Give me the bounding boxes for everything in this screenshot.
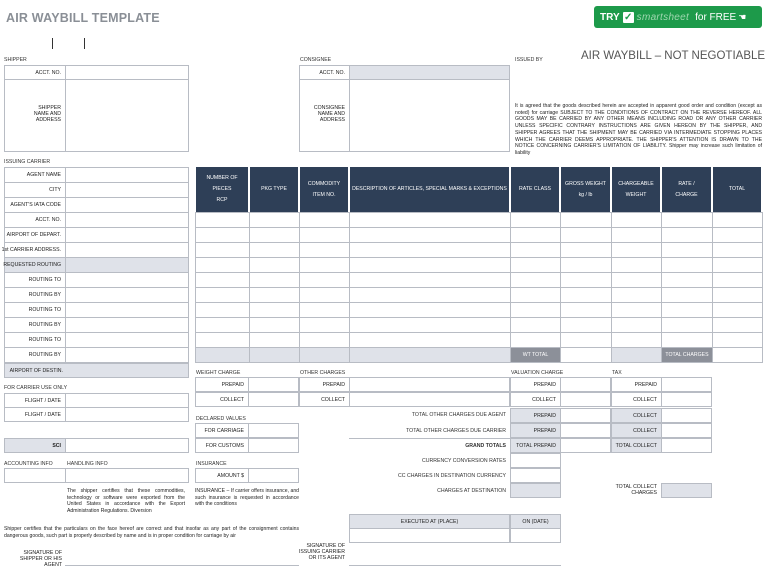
other-charges-label: OTHER CHARGES [300,370,346,376]
try-smartsheet-button[interactable] [594,6,762,28]
issuing-carrier-label-cell [4,287,66,303]
issuing-carrier-row-label: ROUTING TO [28,307,61,313]
shipper-acct-input[interactable] [65,65,189,80]
goods-table-cell[interactable] [611,227,662,243]
issuing-carrier-row-label: AGENT'S IATA CODE [10,202,61,208]
charges-dest-label: CHARGES AT DESTINATION [437,488,506,494]
goods-table-cell[interactable] [611,257,662,273]
goods-table-total-cell[interactable] [712,347,763,363]
goods-table-cell[interactable] [299,272,350,288]
goods-table-cell[interactable] [195,317,250,333]
goods-table-header-line: TOTAL [728,186,746,193]
goods-table-header [349,167,510,212]
goods-table-header [195,167,249,212]
cursor-mark [52,38,53,49]
total-charges-label: TOTAL CHARGES [665,352,709,358]
shipper-certification-text: Shipper certifies that the particulars on the face hereof are correct and that insofar as any part of the consignment contains dangerous goods, such part is properly described by name and is in proper condition for carriage by air [4,526,299,539]
consignee-acct-label-cell [299,65,350,80]
goods-table-cell[interactable] [712,302,763,318]
goods-table-total-cell[interactable] [560,347,612,363]
goods-table-header-line: GROSS WEIGHT [565,180,606,187]
carrier-signature-label-2: ISSUING CARRIER [298,549,345,556]
issuing-carrier-label-cell [1,242,66,258]
valuation-charge-label: VALUATION CHARGE [511,370,564,376]
carrier-signature-label-3: OR ITS AGENT [308,555,345,562]
goods-table-header [611,167,661,212]
consignee-acct-input[interactable] [349,65,510,80]
issuing-carrier-label-cell [4,272,66,288]
shipper-signature-label-2: SHIPPER OR HIS AGENT [19,556,62,569]
goods-table-cell[interactable] [349,302,511,318]
due-carrier-label: TOTAL OTHER CHARGES DUE CARRIER [406,428,506,434]
total-collect-charges-label-2: CHARGES [631,490,657,497]
due-agent-prepaid-label: PREPAID [533,412,556,419]
shipper-name-label-2: NAME AND [33,111,61,118]
goods-table-cell[interactable] [712,317,763,333]
goods-table-cell[interactable] [249,332,300,348]
goods-table-cell[interactable] [299,212,350,228]
goods-table-cell[interactable] [249,227,300,243]
goods-table-header-line: RATE / [678,180,695,187]
shipper-name-label-cell [4,79,66,152]
issuing-carrier-row-input[interactable] [65,317,189,333]
valuation-collect-label: COLLECT [532,396,556,403]
goods-table-header [510,167,560,212]
tax-collect-label: COLLECT [633,396,657,403]
goods-table-cell[interactable] [349,272,511,288]
goods-table-header-line: CHARGEABLE [618,180,654,187]
shipper-acct-label: ACCT. NO. [35,69,61,76]
airport-dest-label: AIRPORT OF DESTIN. [9,367,63,374]
due-agent-collect-input[interactable] [661,408,712,423]
goods-table-header-line: RCP [216,196,228,203]
goods-table-cell[interactable] [249,272,300,288]
goods-table-cell[interactable] [195,302,250,318]
goods-table-cell[interactable] [661,317,713,333]
cta-try-label: TRY [600,11,620,23]
goods-table-cell[interactable] [560,287,612,303]
goods-table-cell[interactable] [712,287,763,303]
valuation-prepaid-label: PREPAID [533,381,556,388]
goods-table-header [249,167,299,212]
goods-table-cell[interactable] [195,272,250,288]
total-prepaid-input[interactable] [560,438,611,453]
goods-table-cell[interactable] [712,257,763,273]
consignee-name-label-3: ADDRESS [319,117,345,124]
tax-prepaid-input[interactable] [661,377,712,392]
shipper-name-label-1: SHIPPER [38,105,61,111]
goods-table-cell[interactable] [299,332,350,348]
cc-charges-input[interactable] [510,468,561,483]
issuing-carrier-label-cell [4,167,66,183]
goods-table-cell[interactable] [661,287,713,303]
issuing-carrier-row-label: ACCT. NO. [35,217,61,223]
goods-table-cell[interactable] [611,212,662,228]
issuing-carrier-row-label: AGENT NAME [26,172,61,178]
goods-table-cell[interactable] [661,212,713,228]
goods-table-cell[interactable] [299,302,350,318]
goods-table-cell[interactable] [510,212,561,228]
goods-table-cell[interactable] [712,332,763,348]
goods-table-cell[interactable] [661,302,713,318]
cta-brand-label: smartsheet [636,11,690,23]
flight-date-1-label-cell [4,393,66,408]
issuing-carrier-row-label: ROUTING BY [28,292,61,298]
carrier-signature-line[interactable] [349,565,561,566]
issuing-carrier-row-input[interactable] [65,287,189,303]
for-customs-label: FOR CUSTOMS [205,442,244,449]
other-charges-prepaid-label: PREPAID [322,381,345,388]
other-charges-collect-label: COLLECT [321,396,345,403]
accounting-info-input[interactable] [4,468,66,483]
issuing-carrier-row-label: ROUTING BY [28,322,61,328]
insurance-amount-input[interactable] [248,468,299,483]
goods-table-cell[interactable] [349,332,511,348]
goods-table-cell[interactable] [560,242,612,258]
goods-table-header-line: NUMBER OF [206,175,238,182]
goods-table-header-line: ITEM NO. [312,191,336,198]
export-certification-text: The shipper certifies that these commodities, technology or software were exported from the United States in accordance with the Export Administration Regulations. Diversion [67,488,185,515]
goods-table-cell[interactable] [249,287,300,303]
issuing-carrier-row-label: ROUTING BY [28,352,61,358]
issuing-carrier-row-input[interactable] [65,302,189,318]
issuing-carrier-row-input[interactable] [65,272,189,288]
total-collect-charges-label [611,484,657,496]
goods-table-cell[interactable] [195,242,250,258]
tax-prepaid-label: PREPAID [634,381,657,388]
goods-table-header-line: WEIGHT [625,191,647,198]
goods-table-cell[interactable] [661,227,713,243]
goods-table-cell[interactable] [712,227,763,243]
goods-table-total-cell [611,347,662,363]
issuing-carrier-label-cell [4,332,66,348]
page-title: AIR WAYBILL TEMPLATE [6,11,160,25]
weight-charge-collect-label: COLLECT [220,396,244,403]
tax-collect-input[interactable] [661,392,712,407]
goods-table-header-line: CHARGE [675,191,698,198]
flight-date-2-label-cell [4,407,66,422]
consignee-acct-label: ACCT. NO. [319,69,345,76]
goods-table-cell[interactable] [349,242,511,258]
document-subtitle: AIR WAYBILL – NOT NEGOTIABLE [581,50,766,62]
other-charges-prepaid-input[interactable] [349,377,510,392]
due-agent-prepaid-input[interactable] [560,408,611,423]
goods-table-total-cell [299,347,350,363]
insurance-note: INSURANCE – If carrier offers insurance, and such insurance is requested in accordance with the conditions [195,488,299,508]
goods-table-cell[interactable] [611,242,662,258]
tax-label: TAX [612,370,622,376]
issuing-carrier-row-input[interactable] [65,242,189,258]
for-customs-input[interactable] [248,438,299,453]
divider [349,438,510,439]
issuing-carrier-row-label: AIRPORT OF DEPART. [6,232,61,238]
goods-table-header [560,167,611,212]
goods-table-cell[interactable] [249,242,300,258]
shipper-section-label: SHIPPER [4,57,27,63]
for-carriage-label: FOR CARRIAGE [204,427,244,434]
flight-date-2-label: FLIGHT / DATE [24,411,61,418]
goods-table-cell[interactable] [349,212,511,228]
issuing-carrier-label-cell [4,197,66,213]
goods-table-cell[interactable] [611,302,662,318]
handling-info-input[interactable] [65,468,189,483]
goods-table-header-line: DESCRIPTION OF ARTICLES, SPECIAL MARKS & EXCEPTIONS [352,186,507,193]
agreement-text: It is agreed that the goods described herein are accepted in apparent good order and condition (except as noted) for carriage SUBJECT TO THE CONDITIONS OF CONTRACT ON THE REVERSE HEREOF. ALL GOODS MAY BE CARRIED BY ANY OTHER MEANS INCLUDING ROAD OR ANY OTHER CARRIER UNLESS SPECIFIC CONTRARY INSTRUCTIONS ARE GIVEN HEREON BY THE SHIPPER, AND SHIPPER AGREES THAT THE SHIPMENT MAY BE CARRIED VIA INTERMEDIATE STOPPING PLACES WHICH THE CARRIER DEEMS APPROPRIATE. THE SHIPPER'S ATTENTION IS DRAWN TO THE NOTICE CONCERNING CARRIER'S LIMITATION OF LIABILITY. Shipper may increase such limitation of liability [515,103,762,157]
executed-date-label: ON (DATE) [522,518,549,525]
goods-table-header-line: RATE CLASS [519,186,551,193]
issuing-carrier-row-input[interactable] [65,212,189,228]
cta-free-label: for FREE [695,11,737,23]
issuing-carrier-label-cell [4,257,66,273]
weight-charge-label: WEIGHT CHARGE [196,370,241,376]
goods-table-cell[interactable] [299,227,350,243]
total-collect-label: TOTAL COLLECT [615,442,657,449]
goods-table-cell[interactable] [349,227,511,243]
goods-table-cell[interactable] [249,302,300,318]
goods-table-cell[interactable] [195,212,250,228]
goods-table-cell[interactable] [510,242,561,258]
goods-table-cell[interactable] [661,272,713,288]
cursor-mark [84,38,85,49]
insurance-amount-label: AMOUNT $ [217,472,244,479]
goods-table-total-cell [661,347,713,363]
issuing-carrier-label-cell [4,182,66,198]
valuation-collect-input[interactable] [560,392,611,407]
shipper-acct-label-cell [4,65,66,80]
goods-table-cell[interactable] [299,242,350,258]
goods-table-cell[interactable] [299,317,350,333]
goods-table-total-cell [249,347,300,363]
issuing-carrier-row-input[interactable] [65,167,189,183]
shipper-signature-line[interactable] [65,565,299,566]
sci-label: SCI [52,442,61,449]
issuing-carrier-row-label: 1st CARRIER ADDRESS. [1,247,61,253]
for-carriage-input[interactable] [248,423,299,438]
consignee-address-input[interactable] [349,79,510,152]
issuing-carrier-row-label: REQUESTED ROUTING [3,262,61,268]
issuing-carrier-row-input[interactable] [65,227,189,243]
shipper-signature-label [4,550,62,569]
consignee-name-label-2: NAME AND [317,111,345,118]
sci-input[interactable] [65,438,189,453]
executed-date-input[interactable] [510,528,561,543]
goods-table-cell[interactable] [510,332,561,348]
goods-table-cell[interactable] [249,317,300,333]
goods-table-cell[interactable] [712,272,763,288]
goods-table-cell[interactable] [510,227,561,243]
carrier-use-label: FOR CARRIER USE ONLY [4,385,68,391]
goods-table-cell[interactable] [611,332,662,348]
goods-table-cell[interactable] [560,227,612,243]
due-carrier-collect-input[interactable] [661,423,712,438]
weight-charge-prepaid-label: PREPAID [221,381,244,388]
consignee-section-label: CONSIGNEE [300,57,332,63]
goods-table-cell[interactable] [661,332,713,348]
accounting-info-label: ACCOUNTING INFO [4,461,53,467]
airport-dest-row[interactable] [4,363,189,378]
goods-table-cell[interactable] [249,257,300,273]
issuing-carrier-row-input[interactable] [65,197,189,213]
goods-table-header-line: PIECES [212,186,232,193]
goods-table-total-cell [195,347,250,363]
goods-table-header-line: kg / lb [578,191,593,198]
goods-table-cell[interactable] [611,287,662,303]
flight-date-1-input[interactable] [65,393,189,408]
other-charges-collect-input[interactable] [349,392,510,407]
goods-table-cell[interactable] [611,272,662,288]
issuing-carrier-row-label: CITY [49,187,61,193]
consignee-name-label-cell [299,79,350,152]
goods-table-cell[interactable] [661,257,713,273]
due-carrier-prepaid-label: PREPAID [533,427,556,434]
valuation-prepaid-input[interactable] [560,377,611,392]
goods-table-cell[interactable] [195,332,250,348]
shipper-signature-label-1: SIGNATURE OF [23,550,62,556]
issuing-carrier-row-label: ROUTING TO [28,337,61,343]
checkmark-icon: ✓ [623,11,633,23]
shipper-address-input[interactable] [65,79,189,152]
goods-table-cell[interactable] [195,257,250,273]
issuing-carrier-section-label: ISSUING CARRIER [4,159,51,165]
goods-table-cell[interactable] [661,242,713,258]
goods-table-total-cell [510,347,561,363]
total-collect-charges-input[interactable] [661,483,712,498]
goods-table-header-line: PKG TYPE [261,186,287,193]
goods-table-header [299,167,349,212]
consignee-name-label-1: CONSIGNEE [313,105,345,111]
total-collect-charges-label-1: TOTAL COLLECT [615,484,657,490]
issuing-carrier-label-cell [4,347,66,363]
due-carrier-prepaid-input[interactable] [560,423,611,438]
goods-table-cell[interactable] [560,212,612,228]
issuing-carrier-row-input[interactable] [65,347,189,363]
goods-table-cell[interactable] [249,212,300,228]
goods-table-cell[interactable] [349,317,511,333]
goods-table-cell[interactable] [560,257,612,273]
goods-table-cell[interactable] [510,317,561,333]
goods-table-cell[interactable] [611,317,662,333]
goods-table-cell[interactable] [510,257,561,273]
goods-table-cell[interactable] [712,242,763,258]
issuing-carrier-row-input[interactable] [65,332,189,348]
goods-table-cell[interactable] [560,317,612,333]
issuing-carrier-label-cell [4,212,66,228]
currency-rates-input[interactable] [510,453,561,468]
issued-by-label: ISSUED BY [515,57,543,63]
goods-table-header [712,167,762,212]
goods-table-cell[interactable] [560,332,612,348]
goods-table-cell[interactable] [560,272,612,288]
sci-label-cell [4,438,66,453]
issuing-carrier-label-cell [4,302,66,318]
goods-table-cell[interactable] [195,227,250,243]
weight-charge-collect-input[interactable] [248,392,299,407]
handling-info-label: HANDLING INFO [67,461,108,467]
goods-table-cell[interactable] [712,212,763,228]
weight-charge-prepaid-input[interactable] [248,377,299,392]
goods-table-cell[interactable] [560,302,612,318]
issuing-carrier-label-cell [4,227,66,243]
issuing-carrier-label-cell [4,317,66,333]
wt-total-label: WT TOTAL [522,352,549,358]
grand-totals-label: GRAND TOTALS [465,443,506,449]
pointer-icon: ☚ [738,11,747,22]
due-agent-collect-label: COLLECT [633,412,657,419]
due-agent-label: TOTAL OTHER CHARGES DUE AGENT [411,412,506,418]
cc-charges-label: CC CHARGES IN DESTINATION CURRENCY [398,473,506,479]
shipper-name-label-3: ADDRESS [35,117,61,124]
total-prepaid-label: TOTAL PREPAID [516,442,556,449]
goods-table-cell[interactable] [349,257,511,273]
issuing-carrier-row-input[interactable] [65,257,189,273]
insurance-label: INSURANCE [196,461,227,467]
executed-place-label: EXECUTED AT (PLACE) [400,518,459,525]
declared-values-label: DECLARED VALUES [196,416,246,422]
issuing-carrier-row-input[interactable] [65,182,189,198]
goods-table-header [661,167,712,212]
currency-rates-label: CURRENCY CONVERSION RATES [422,458,506,464]
carrier-signature-label [290,543,345,562]
flight-date-1-label: FLIGHT / DATE [24,397,61,404]
goods-table-header-line: COMMODITY [307,180,341,187]
total-collect-input[interactable] [661,438,712,453]
executed-place-input[interactable] [349,528,510,543]
issuing-carrier-row-label: ROUTING TO [28,277,61,283]
goods-table-cell[interactable] [510,272,561,288]
goods-table-cell[interactable] [299,287,350,303]
carrier-signature-label-1: SIGNATURE OF [306,543,345,549]
flight-date-2-input[interactable] [65,407,189,422]
due-carrier-collect-label: COLLECT [633,427,657,434]
goods-table-cell[interactable] [349,287,511,303]
goods-table-cell[interactable] [299,257,350,273]
goods-table-cell[interactable] [510,302,561,318]
goods-table-total-cell [349,347,511,363]
charges-dest-input[interactable] [510,483,561,498]
goods-table-cell[interactable] [510,287,561,303]
goods-table-cell[interactable] [195,287,250,303]
